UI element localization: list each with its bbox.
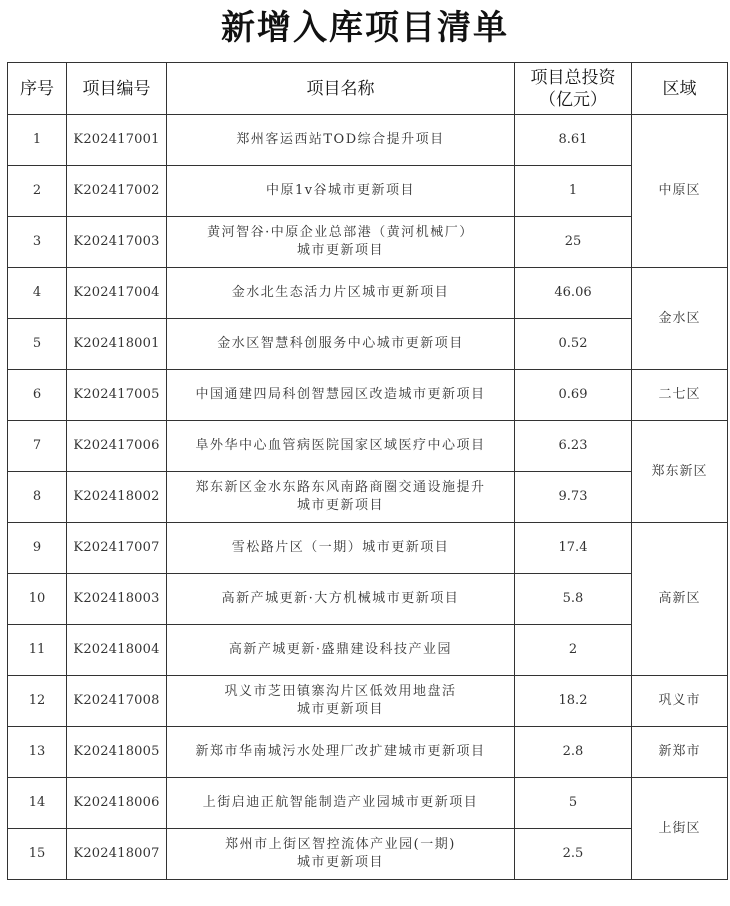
table-row bbox=[8, 217, 728, 268]
project-name-line: 高新产城更新·盛鼎建设科技产业园 bbox=[228, 642, 453, 657]
project-name-line: 雪松路片区（一期）城市更新项目 bbox=[231, 540, 450, 555]
cell-investment: 5 bbox=[515, 778, 632, 829]
project-name-line: 中国通建四局科创智慧园区改造城市更新项目 bbox=[195, 387, 486, 402]
table-row bbox=[8, 574, 728, 625]
cell-project-name bbox=[167, 523, 515, 574]
cell-seq: 3 bbox=[8, 217, 67, 268]
cell-project-code: K202418001 bbox=[67, 319, 167, 370]
cell-project-name bbox=[167, 217, 515, 268]
cell-project-code: K202418006 bbox=[67, 778, 167, 829]
header-investment-line1: 项目总投资 bbox=[530, 67, 616, 88]
cell-project-name bbox=[167, 319, 515, 370]
table-row bbox=[8, 625, 728, 676]
project-name-line: 新郑市华南城污水处理厂改扩建城市更新项目 bbox=[195, 744, 486, 759]
cell-project-code: K202418003 bbox=[67, 574, 167, 625]
project-name-line: 巩义市芝田镇寨沟片区低效用地盘活 bbox=[224, 684, 457, 699]
cell-seq: 12 bbox=[8, 676, 67, 727]
table-row bbox=[8, 370, 728, 421]
cell-seq: 1 bbox=[8, 115, 67, 166]
table-row bbox=[8, 115, 728, 166]
cell-project-code: K202418005 bbox=[67, 727, 167, 778]
cell-region: 金水区 bbox=[632, 268, 728, 370]
cell-seq: 7 bbox=[8, 421, 67, 472]
cell-investment: 0.52 bbox=[515, 319, 632, 370]
cell-region: 上街区 bbox=[632, 778, 728, 880]
project-name-line: 城市更新项目 bbox=[296, 855, 384, 870]
cell-region: 郑东新区 bbox=[632, 421, 728, 523]
cell-investment: 9.73 bbox=[515, 472, 632, 523]
cell-project-code: K202417007 bbox=[67, 523, 167, 574]
project-name-line: 高新产城更新·大方机械城市更新项目 bbox=[221, 591, 460, 606]
project-name-line: 城市更新项目 bbox=[296, 243, 384, 258]
cell-seq: 13 bbox=[8, 727, 67, 778]
cell-project-name bbox=[167, 829, 515, 880]
cell-investment: 46.06 bbox=[515, 268, 632, 319]
cell-seq: 9 bbox=[8, 523, 67, 574]
cell-project-code: K202417008 bbox=[67, 676, 167, 727]
cell-seq: 11 bbox=[8, 625, 67, 676]
cell-project-name bbox=[167, 574, 515, 625]
cell-investment: 2.8 bbox=[515, 727, 632, 778]
table-row bbox=[8, 727, 728, 778]
table-body bbox=[8, 115, 728, 880]
cell-project-name bbox=[167, 370, 515, 421]
project-list-table bbox=[7, 62, 728, 880]
cell-seq: 5 bbox=[8, 319, 67, 370]
project-name-line: 城市更新项目 bbox=[296, 702, 384, 717]
cell-investment: 5.8 bbox=[515, 574, 632, 625]
cell-investment: 8.61 bbox=[515, 115, 632, 166]
header-code: 项目编号 bbox=[67, 63, 167, 115]
cell-project-code: K202417002 bbox=[67, 166, 167, 217]
project-name-line: 金水区智慧科创服务中心城市更新项目 bbox=[217, 336, 464, 351]
cell-project-code: K202418004 bbox=[67, 625, 167, 676]
cell-investment: 17.4 bbox=[515, 523, 632, 574]
project-name-line: 郑州市上街区智控流体产业园(一期) bbox=[225, 837, 456, 852]
header-investment-unit: （亿元） bbox=[539, 89, 607, 110]
header-name: 项目名称 bbox=[167, 63, 515, 115]
cell-project-code: K202417006 bbox=[67, 421, 167, 472]
project-name-line: 中原1v谷城市更新项目 bbox=[265, 183, 416, 198]
cell-seq: 10 bbox=[8, 574, 67, 625]
cell-investment: 25 bbox=[515, 217, 632, 268]
cell-seq: 8 bbox=[8, 472, 67, 523]
table-row bbox=[8, 523, 728, 574]
cell-project-name bbox=[167, 421, 515, 472]
cell-investment: 6.23 bbox=[515, 421, 632, 472]
cell-region: 中原区 bbox=[632, 115, 728, 268]
cell-investment: 2 bbox=[515, 625, 632, 676]
cell-project-code: K202417003 bbox=[67, 217, 167, 268]
header-investment bbox=[515, 63, 632, 115]
cell-project-name bbox=[167, 268, 515, 319]
cell-seq: 4 bbox=[8, 268, 67, 319]
cell-project-code: K202417004 bbox=[67, 268, 167, 319]
cell-project-code: K202417005 bbox=[67, 370, 167, 421]
table-row bbox=[8, 421, 728, 472]
table-row bbox=[8, 319, 728, 370]
table-row bbox=[8, 829, 728, 880]
table-row bbox=[8, 472, 728, 523]
cell-project-name bbox=[167, 778, 515, 829]
project-name-line: 城市更新项目 bbox=[296, 498, 384, 513]
cell-region: 二七区 bbox=[632, 370, 728, 421]
table-row bbox=[8, 166, 728, 217]
project-name-line: 郑州客运西站TOD综合提升项目 bbox=[236, 132, 445, 147]
cell-seq: 6 bbox=[8, 370, 67, 421]
project-name-line: 阜外华中心血管病医院国家区域医疗中心项目 bbox=[195, 438, 486, 453]
cell-project-code: K202418002 bbox=[67, 472, 167, 523]
cell-investment: 18.2 bbox=[515, 676, 632, 727]
cell-project-name bbox=[167, 727, 515, 778]
table-row bbox=[8, 778, 728, 829]
project-name-line: 金水北生态活力片区城市更新项目 bbox=[231, 285, 450, 300]
cell-project-name bbox=[167, 625, 515, 676]
table-row bbox=[8, 676, 728, 727]
cell-project-name bbox=[167, 166, 515, 217]
cell-seq: 2 bbox=[8, 166, 67, 217]
cell-region: 高新区 bbox=[632, 523, 728, 676]
header-seq: 序号 bbox=[8, 63, 67, 115]
cell-seq: 14 bbox=[8, 778, 67, 829]
cell-project-name bbox=[167, 115, 515, 166]
cell-project-name bbox=[167, 472, 515, 523]
cell-project-code: K202417001 bbox=[67, 115, 167, 166]
cell-investment: 2.5 bbox=[515, 829, 632, 880]
table-header-row bbox=[8, 63, 728, 115]
table-row bbox=[8, 268, 728, 319]
cell-project-name bbox=[167, 676, 515, 727]
cell-investment: 0.69 bbox=[515, 370, 632, 421]
page-title: 新增入库项目清单 bbox=[221, 8, 509, 48]
project-name-line: 上街启迪正航智能制造产业园城市更新项目 bbox=[202, 795, 479, 810]
cell-region: 新郑市 bbox=[632, 727, 728, 778]
cell-seq: 15 bbox=[8, 829, 67, 880]
project-name-line: 郑东新区金水东路东风南路商圈交通设施提升 bbox=[195, 480, 486, 495]
cell-project-code: K202418007 bbox=[67, 829, 167, 880]
project-name-line: 黄河智谷·中原企业总部港（黄河机械厂） bbox=[207, 225, 474, 240]
header-region: 区域 bbox=[632, 63, 728, 115]
cell-region: 巩义市 bbox=[632, 676, 728, 727]
cell-investment: 1 bbox=[515, 166, 632, 217]
